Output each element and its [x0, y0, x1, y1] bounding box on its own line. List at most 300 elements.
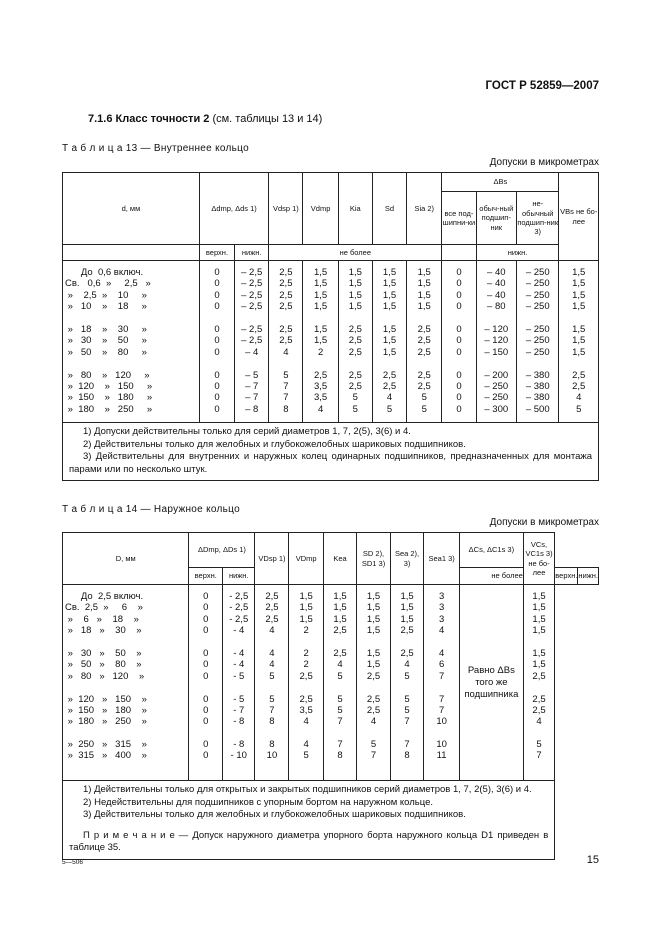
t13-cell: 0 — [214, 346, 220, 358]
t14-same-as-bs: Равно ΔBs того же подшипника — [459, 585, 523, 781]
t13-cell — [269, 313, 302, 324]
t13-cell: – 7 — [245, 380, 259, 392]
t13-head-vdsp: Vdsp 1) — [269, 173, 303, 245]
t14-cell — [65, 682, 188, 693]
t14-head-dcs: ΔCs, ΔC1s 3) — [459, 533, 523, 568]
t13-cell — [303, 313, 337, 324]
t13-cell: – 7 — [245, 392, 259, 404]
t13-cell — [65, 313, 199, 324]
t13-cell: 2,5 — [279, 323, 293, 335]
t14-cell: 10 — [266, 750, 278, 762]
t14-cell — [65, 637, 188, 648]
t14-cell: 0 — [203, 670, 209, 682]
t14-cell: 1,5 — [299, 602, 313, 614]
t14-cell: » 18 » 30 » — [65, 625, 142, 637]
t13-cell: 2,5 — [382, 369, 397, 381]
t13-cell: 0 — [214, 278, 220, 290]
t13-cell: 1,5 — [382, 301, 397, 313]
t14-cell: - 4 — [233, 647, 245, 659]
t13-cell: 0 — [214, 369, 220, 381]
t14-cell: 4 — [269, 659, 275, 671]
section-number: 7.1.6 — [88, 113, 113, 125]
t13-head-normal: обыч-ный подшип-ник — [476, 192, 516, 245]
t13-cell: 1,5 — [348, 301, 362, 313]
t13-cell — [269, 358, 302, 369]
t14-head-vcs: VCs, VC1s 3) не бо-лее — [523, 533, 555, 585]
t14-cell: » 120 » 150 » — [65, 693, 147, 705]
t13-cell — [339, 358, 372, 369]
t13-cell: 0 — [456, 380, 462, 392]
t14-cell — [324, 682, 356, 693]
t14-body-row — [63, 585, 599, 781]
t14-cell: » 180 » 250 » — [65, 716, 147, 728]
t13-cell: 1,5 — [572, 346, 586, 358]
t13-cell: 0 — [214, 380, 220, 392]
t13-cell: 2,5 — [279, 267, 293, 278]
t14-cell: 5 — [337, 704, 343, 716]
t13-cell: 3,5 — [313, 380, 328, 392]
t13-cell — [442, 358, 475, 369]
t14-col-vcs — [523, 585, 555, 781]
t13-cell: 4 — [283, 346, 289, 358]
t14-cell: 4 — [438, 625, 445, 637]
t14-head-sd: SD 2), SD1 3) — [357, 533, 391, 585]
t14-cell — [289, 682, 322, 693]
t13-cell: 2,5 — [348, 369, 362, 381]
t13-cell: 0 — [456, 323, 462, 335]
t14-cell — [357, 637, 390, 648]
t14-col-0 — [63, 585, 189, 781]
t13-cell: – 2,5 — [241, 278, 263, 290]
t13-cell: 2,5 — [348, 346, 362, 358]
t14-head-lower: нижн. — [223, 568, 255, 585]
t13-cell — [200, 358, 234, 369]
t13-cell: – 2,5 — [241, 323, 263, 335]
t13-cell: – 250 — [525, 335, 550, 347]
t13-cell: 1,5 — [348, 289, 362, 301]
t14-cell: 1,5 — [366, 602, 381, 614]
t13-cell: 1,5 — [382, 267, 397, 278]
t13-cell: 0 — [456, 346, 462, 358]
t13-cell: – 4 — [245, 346, 259, 358]
t14-cell: 1,5 — [366, 659, 381, 671]
t14-cell: - 10 — [230, 750, 247, 762]
t14-cell: 1,5 — [366, 625, 381, 637]
t14-col-2 — [223, 585, 255, 781]
t13-cell: 1,5 — [313, 301, 328, 313]
t14-cell: 3 — [438, 613, 445, 625]
t13-col-6 — [372, 261, 406, 423]
t14-cell — [391, 682, 423, 693]
t13-cell: 2,5 — [417, 323, 431, 335]
t14-head-lower2: нижн. — [578, 568, 599, 585]
t13-col-10 — [516, 261, 559, 423]
t13-head-all-cont — [442, 245, 476, 261]
t13-head-vdmp: Vdmp — [303, 173, 338, 245]
t13-col-11 — [559, 261, 599, 423]
t14-cell: 2,5 — [366, 693, 381, 705]
t13-col-9 — [476, 261, 516, 423]
t14-cell: - 2,5 — [229, 591, 249, 602]
t14-cell: 0 — [203, 647, 209, 659]
t14-cell — [324, 728, 356, 739]
t13-footnote-3: 3) Действительны для внутренних и наружных колец одинарных подшипников, предназначенных для монтажа парами или по несколько штук. — [69, 451, 592, 475]
t13-cell: 3,5 — [313, 392, 328, 404]
t14-footnote-1: 1) Действительны только для открытых и закрытых подшипников серий диаметров 1, 7, 2(5), 3(6) и 4. — [83, 784, 532, 795]
t14-cell: 1,5 — [333, 591, 347, 602]
t14-cell: 7 — [337, 716, 343, 728]
t14-cell: 2,5 — [400, 625, 414, 637]
t13-cell — [235, 358, 268, 369]
t13-cell: – 250 — [484, 392, 509, 404]
t13-head-dbs: ΔBs — [442, 173, 559, 192]
t13-cell: 0 — [214, 403, 220, 415]
t14-cell — [255, 728, 288, 739]
t14-cell: 5 — [404, 693, 410, 705]
t14-cell: 1,5 — [532, 602, 546, 614]
t14-cell: 10 — [436, 739, 447, 751]
t13-cell: – 250 — [484, 380, 509, 392]
t13-col-1 — [199, 261, 234, 423]
table13 — [62, 172, 599, 481]
section-title: Класс точности 2 — [115, 113, 210, 125]
t14-cell — [189, 637, 222, 648]
t14-cell — [357, 728, 390, 739]
t14-footnote-3: 3) Действительны только для желобных и глубокожелобных шариковых подшипников. — [83, 809, 466, 820]
print-code: 5—506 — [62, 859, 83, 866]
t13-cell: 1,5 — [382, 335, 397, 347]
t14-cell: 1,5 — [366, 647, 381, 659]
t13-cell: 1,5 — [382, 278, 397, 290]
t14-cell: - 8 — [233, 739, 245, 751]
t14-cell: 2,5 — [366, 704, 381, 716]
t13-cell — [235, 313, 268, 324]
t13-cell: Св. 0,6 » 2,5 » — [65, 278, 151, 290]
t14-col-5 — [323, 585, 356, 781]
t14-cell: 2,5 — [333, 647, 347, 659]
t13-cell: 0 — [456, 403, 462, 415]
t14-cell: 0 — [203, 693, 209, 705]
t14-cell: 5 — [370, 739, 377, 751]
table13-units: Допуски в микрометрах — [489, 157, 599, 168]
t13-cell: – 8 — [245, 403, 259, 415]
t14-head-upper2: верхн. — [555, 568, 578, 585]
t14-cell: 2,5 — [265, 613, 279, 625]
t13-cell: 0 — [214, 289, 220, 301]
table14-units: Допуски в микрометрах — [489, 517, 599, 528]
t14-cell: 7 — [269, 704, 275, 716]
t14-cell: 2,5 — [333, 625, 347, 637]
t14-col-6 — [357, 585, 391, 781]
t14-cell: 1,5 — [532, 625, 546, 637]
t13-cell: 2,5 — [417, 380, 431, 392]
t14-col-4 — [289, 585, 323, 781]
t14-cell: 1,5 — [333, 613, 347, 625]
t14-cell: - 2,5 — [229, 602, 249, 614]
t14-cell — [289, 637, 322, 648]
t14-cell: 2,5 — [532, 704, 546, 716]
t13-cell: – 150 — [484, 346, 509, 358]
t14-cell: 4 — [269, 647, 275, 659]
t13-cell: 0 — [214, 392, 220, 404]
t14-cell: - 8 — [233, 716, 245, 728]
t14-cell: 5 — [404, 670, 410, 682]
t13-cell: 5 — [421, 403, 427, 415]
t13-cell: 2,5 — [279, 289, 293, 301]
t14-cell: 7 — [536, 750, 542, 762]
t14-cell: 5 — [337, 693, 343, 705]
t13-cell: » 50 » 80 » — [65, 346, 147, 358]
t13-cell: » 150 » 180 » — [65, 392, 153, 404]
t13-cell — [373, 313, 406, 324]
t13-cell — [517, 358, 559, 369]
t14-col-3 — [255, 585, 289, 781]
t13-cell: 0 — [456, 278, 462, 290]
t14-cell: - 5 — [233, 670, 245, 682]
t13-cell — [559, 313, 598, 324]
t14-cell: 1,5 — [532, 591, 546, 602]
t14-cell: » 50 » 80 » — [65, 659, 142, 671]
t13-cell: » 80 » 120 » — [65, 369, 150, 381]
t13-cell: 8 — [283, 403, 289, 415]
t13-cell: 2,5 — [382, 380, 397, 392]
t13-cell: 1,5 — [572, 335, 586, 347]
t13-cell: 2,5 — [572, 380, 586, 392]
t13-cell: – 40 — [487, 267, 506, 278]
t13-cell: 1,5 — [382, 289, 397, 301]
standard-header: ГОСТ Р 52859—2007 — [485, 80, 599, 92]
t14-cell: 10 — [436, 716, 447, 728]
t13-cell: 1,5 — [348, 267, 362, 278]
t13-cell: – 300 — [484, 403, 509, 415]
t14-cell: До 2,5 включ. — [65, 591, 144, 602]
t13-footnote-1: 1) Допуски действительны только для серий диаметров 1, 7, 2(5), 3(6) и 4. — [83, 426, 411, 437]
t13-footnotes — [63, 423, 599, 481]
t14-cell — [524, 682, 555, 693]
t14-cell: Св. 2,5 » 6 » — [65, 602, 143, 614]
t13-cell: 2 — [317, 346, 324, 358]
t14-cell — [65, 728, 188, 739]
t13-cell: » 30 » 50 » — [65, 335, 147, 347]
t13-cell: 2,5 — [279, 278, 293, 290]
t13-cell: – 250 — [525, 323, 550, 335]
t14-cell: 3 — [438, 591, 445, 602]
t14-cell: 1,5 — [299, 613, 313, 625]
t13-cell: 5 — [352, 392, 358, 404]
t14-cell — [357, 682, 390, 693]
t13-cell: – 2,5 — [241, 301, 263, 313]
t13-cell: 0 — [456, 335, 462, 347]
t14-cell — [424, 728, 459, 739]
t14-cell — [524, 637, 555, 648]
t13-cell: – 380 — [525, 392, 550, 404]
t13-cell: – 40 — [487, 278, 506, 290]
t14-cell: 2 — [303, 647, 309, 659]
t13-cell — [559, 358, 598, 369]
t13-cell: 1,5 — [572, 301, 586, 313]
t13-cell: 1,5 — [417, 267, 431, 278]
t14-cell: 1,5 — [299, 591, 313, 602]
t13-head-sia: Sia 2) — [407, 173, 442, 245]
t14-cell: » 6 » 18 » — [65, 613, 139, 625]
t14-cell: 2,5 — [299, 670, 313, 682]
t13-cell: – 380 — [525, 380, 550, 392]
t13-col-8 — [442, 261, 476, 423]
t13-cell: 1,5 — [313, 335, 328, 347]
t13-cell: – 250 — [525, 301, 550, 313]
t14-cell — [255, 637, 288, 648]
t14-cell: 7 — [438, 693, 445, 705]
t13-cell: » 2,5 » 10 » — [65, 289, 147, 301]
t13-cell: 1,5 — [313, 267, 328, 278]
t13-cell: 5 — [386, 403, 393, 415]
t14-cell: 4 — [269, 625, 275, 637]
t14-cell — [391, 728, 423, 739]
t13-head-upper: верхн. — [199, 245, 234, 261]
t14-head-vdmp: VDmp — [289, 533, 323, 585]
t14-cell — [391, 637, 423, 648]
t14-cell — [424, 637, 459, 648]
t13-cell: 0 — [456, 289, 462, 301]
t13-footnote-2: 2) Действительны только для желобных и глубокожелобных шариковых подшипников. — [83, 438, 466, 450]
t13-cell: 2,5 — [348, 335, 362, 347]
t14-cell: 8 — [404, 750, 410, 762]
t13-cell: 2,5 — [572, 369, 586, 381]
t14-cell: » 30 » 50 » — [65, 647, 142, 659]
t13-cell: 0 — [214, 267, 220, 278]
t13-cell: – 120 — [484, 335, 509, 347]
t13-cell: 4 — [386, 392, 393, 404]
t13-cell: – 250 — [525, 289, 550, 301]
t14-cell: 2,5 — [400, 647, 414, 659]
t13-cell: 1,5 — [382, 346, 397, 358]
t13-cell: – 380 — [525, 369, 550, 381]
t13-cell: 2,5 — [313, 369, 328, 381]
t14-cell: 4 — [404, 659, 410, 671]
t14-cell: 6 — [438, 659, 445, 671]
t13-col-4 — [303, 261, 338, 423]
t13-cell: 0 — [456, 392, 462, 404]
t13-cell: – 120 — [484, 323, 509, 335]
t13-cell: 4 — [317, 403, 324, 415]
t13-cell: 1,5 — [572, 267, 586, 278]
t13-cell: 5 — [352, 403, 358, 415]
t14-cell: 1,5 — [532, 647, 546, 659]
t14-head-upper: верхн. — [189, 568, 223, 585]
t13-cell: До 0,6 включ. — [65, 267, 144, 278]
t14-cell: 3,5 — [299, 704, 313, 716]
t14-cell: 8 — [337, 750, 343, 762]
t14-cell — [324, 637, 356, 648]
t13-col-0 — [63, 261, 200, 423]
t14-cell — [223, 728, 254, 739]
t14-cell: 0 — [203, 739, 209, 751]
t14-cell: 2 — [303, 625, 309, 637]
t14-cell: 7 — [337, 739, 343, 751]
t14-footnotes — [63, 781, 555, 860]
t13-cell: – 2,5 — [241, 289, 263, 301]
t13-col-3 — [269, 261, 303, 423]
t13-cell: 2,5 — [417, 335, 431, 347]
t13-cell: – 5 — [245, 369, 259, 381]
t13-cell: 1,5 — [572, 278, 586, 290]
t13-cell: 1,5 — [572, 289, 586, 301]
t14-cell: 2,5 — [299, 693, 313, 705]
t13-cell: 5 — [283, 369, 289, 381]
t14-cell: 0 — [203, 602, 209, 614]
t14-cell: 0 — [203, 613, 209, 625]
t13-cell: 1,5 — [348, 278, 362, 290]
t13-cell — [65, 358, 199, 369]
t14-head-nomore: не более — [459, 568, 554, 585]
t13-cell — [477, 358, 516, 369]
t14-cell: » 315 » 400 » — [65, 750, 147, 762]
t13-cell — [407, 358, 441, 369]
t13-cell: 0 — [456, 267, 462, 278]
t14-cell: 0 — [203, 750, 209, 762]
t13-cell: 1,5 — [417, 301, 431, 313]
t14-cell — [255, 682, 288, 693]
t13-head-kia: Kia — [338, 173, 372, 245]
t14-cell: 2,5 — [366, 670, 381, 682]
page-number: 15 — [586, 854, 599, 866]
t13-cell: – 250 — [525, 267, 550, 278]
t13-head-ddmp: Δdmp, Δds 1) — [199, 173, 268, 245]
t13-cell — [339, 313, 372, 324]
t13-cell: 0 — [214, 301, 220, 313]
table13-caption: Т а б л и ц а 13 — Внутреннее кольцо — [62, 143, 249, 154]
t14-cell: 1,5 — [333, 602, 347, 614]
t14-cell: 4 — [337, 659, 343, 671]
t14-cell: » 80 » 120 » — [65, 670, 145, 682]
t14-cell: 7 — [370, 750, 377, 762]
t14-cell: 1,5 — [366, 613, 381, 625]
t13-cell: 0 — [456, 301, 462, 313]
t13-cell: – 500 — [525, 403, 550, 415]
t13-cell — [407, 313, 441, 324]
t14-cell: 0 — [203, 704, 209, 716]
t13-cell: 4 — [576, 392, 582, 404]
t14-cell: 4 — [370, 716, 377, 728]
t13-head-d: d, мм — [63, 173, 200, 245]
t14-cell: - 5 — [233, 693, 245, 705]
t14-cell: 1,5 — [366, 591, 381, 602]
t13-cell: » 18 » 30 » — [65, 323, 147, 335]
t14-cell: » 150 » 180 » — [65, 704, 147, 716]
t14-cell: 0 — [203, 716, 209, 728]
t14-cell — [524, 728, 555, 739]
t14-cell: 4 — [536, 716, 542, 728]
t13-cell: 1,5 — [382, 323, 397, 335]
t13-cell: 2,5 — [279, 335, 293, 347]
t14-cell: 2,5 — [265, 602, 279, 614]
section-ref: (см. таблицы 13 и 14) — [212, 113, 323, 125]
t14-cell: 4 — [438, 647, 445, 659]
t14-cell: 5 — [337, 670, 343, 682]
t14-cell: 1,5 — [400, 602, 414, 614]
t13-cell: » 10 » 18 » — [65, 301, 147, 313]
t13-col-2 — [235, 261, 269, 423]
t14-cell: - 7 — [233, 704, 245, 716]
t13-cell: » 120 » 150 » — [65, 380, 153, 392]
t13-head-vbs: VBs не бо-лее — [559, 173, 599, 261]
t14-cell: 5 — [536, 739, 542, 751]
t13-cell: – 40 — [487, 289, 506, 301]
t14-cell: 0 — [203, 659, 209, 671]
t14-col-1 — [189, 585, 223, 781]
t13-cell: – 250 — [525, 346, 550, 358]
t13-cell: 1,5 — [313, 289, 328, 301]
